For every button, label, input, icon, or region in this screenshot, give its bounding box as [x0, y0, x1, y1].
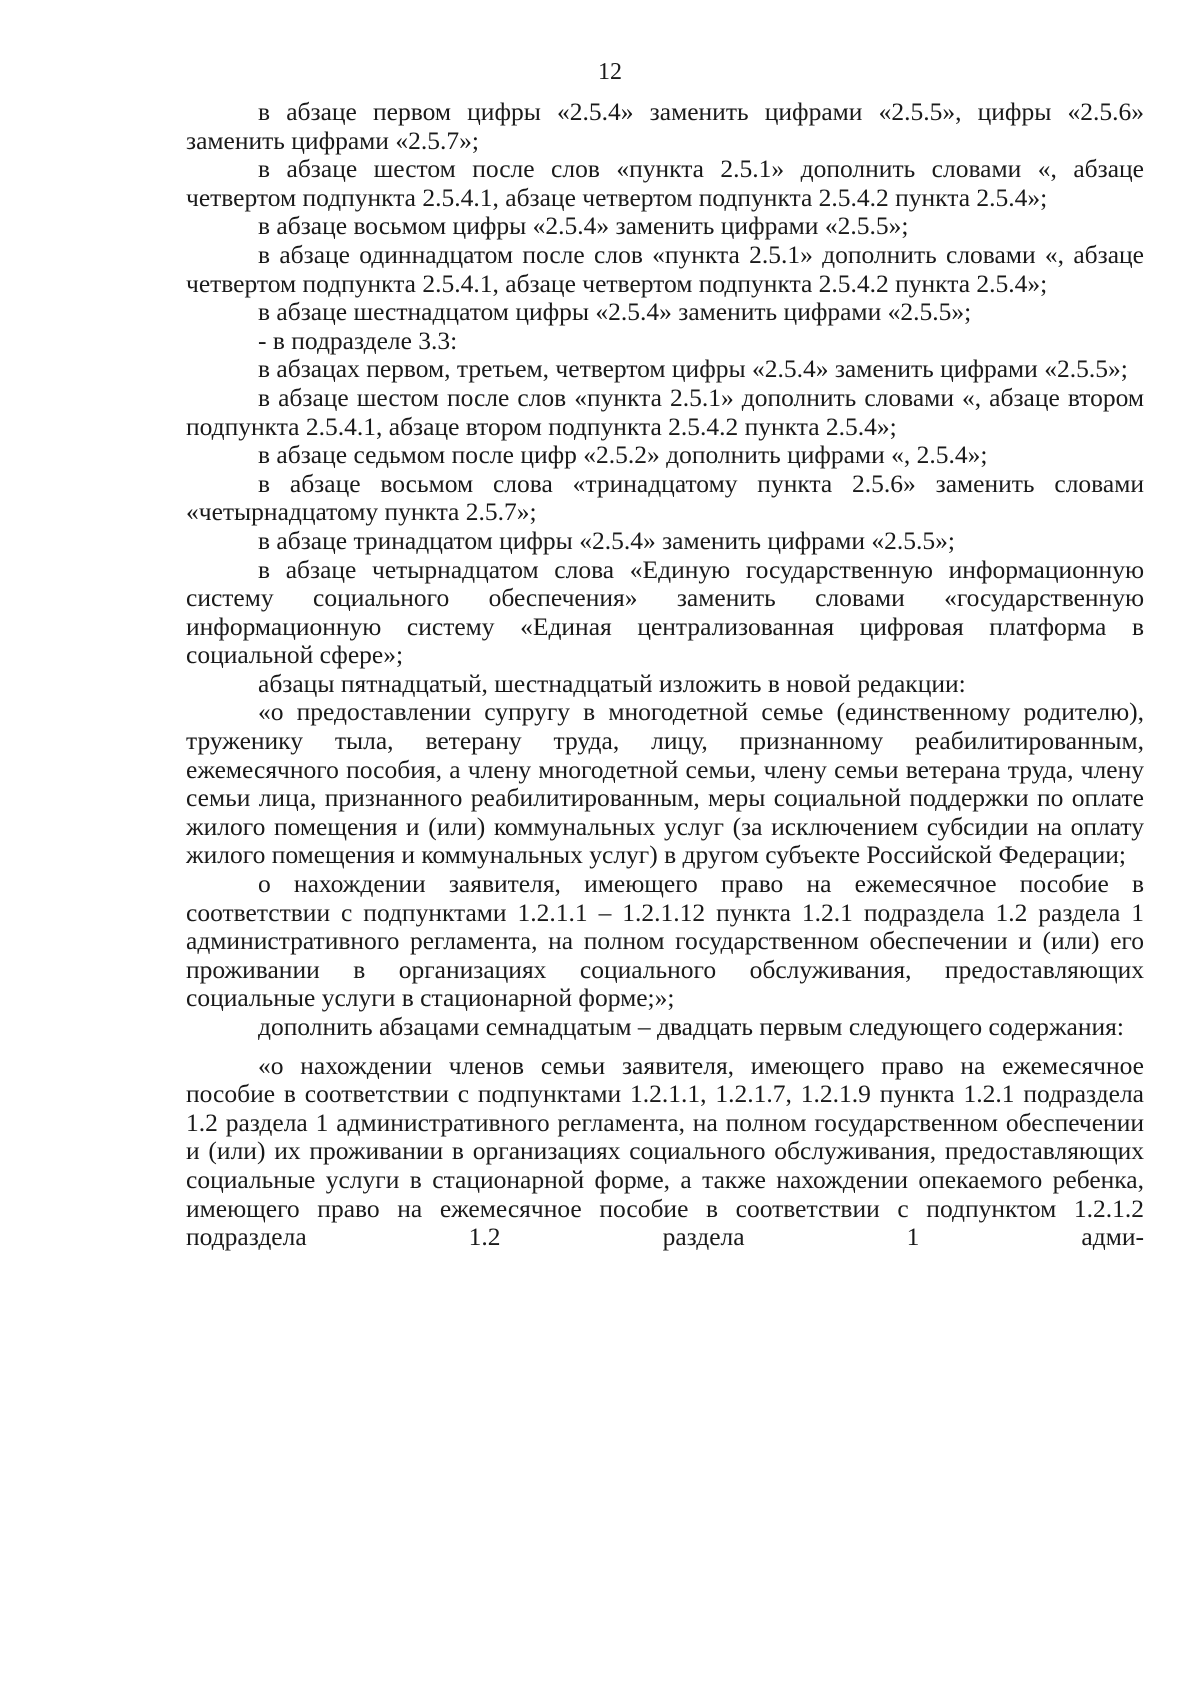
paragraph: в абзаце седьмом после цифр «2.5.2» дополнить цифрами «, 2.5.4»;: [258, 440, 988, 470]
page-number: 12: [598, 59, 622, 85]
paragraph: дополнить абзацами семнадцатым – двадцать первым следующего содержания:: [258, 1012, 1124, 1041]
paragraph: в абзаце шестнадцатом цифры «2.5.4» заменить цифрами «2.5.5»;: [258, 297, 972, 327]
paragraph: в абзаце восьмом слова «тринадцатому пункта 2.5.6» заменить словами «четырнадцатому пункта 2.5.7»;: [186, 468, 1144, 527]
paragraph: в абзаце тринадцатом цифры «2.5.4» заменить цифрами «2.5.5»;: [258, 525, 955, 555]
paragraph: абзацы пятнадцатый, шестнадцатый изложить в новой редакции:: [258, 668, 966, 698]
paragraph: в абзаце одиннадцатом после слов «пункта 2.5.1» дополнить словами «, абзаце четвертом подпункта 2.5.4.1, абзаце четвертом подпункта 2.5.4.2 пункта 2.5.4»;: [186, 239, 1144, 298]
paragraph: «о предоставлении супругу в многодетной семье (единственному родителю), труженику тыла, ветерану труда, лицу, признанному реабилитированным, ежемесячного пособия, а члену многодетной семьи, члену семьи ветерана труда, члену семьи лица, признанного реабилитированным, меры социальной поддержки по оплате жилого помещения и (или) коммунальных услуг (за исключением субсидии на оплату жилого помещения и коммунальных услуг) в другом субъекте Российской Федерации;: [186, 697, 1144, 870]
paragraph: «о нахождении членов семьи заявителя, имеющего право на ежемесячное пособие в соответствии с подпунктами 1.2.1.1, 1.2.1.7, 1.2.1.9 пункта 1.2.1 подраздела 1.2 раздела 1 административного регламента, на полном государственном обеспечении и (или) их проживании в организациях социального обслуживания, предоставляющих социальные услуги в стационарной форме, а также нахождении опекаемого ребенка, имеющего право на ежемесячное пособие в соответствии с подпунктом 1.2.1.2 подраздела 1.2 раздела 1 адми-: [186, 1050, 1144, 1252]
paragraph: о нахождении заявителя, имеющего право на ежемесячное пособие в соответствии с подпунктами 1.2.1.1 – 1.2.1.12 пункта 1.2.1 подраздела 1.2 раздела 1 административного регламента, на полном государственном обеспечении и (или) его проживании в организациях социального обслуживания, предоставляющих социальные услуги в стационарной форме;»;: [186, 869, 1144, 1013]
subsection-heading: - в подразделе 3.3:: [258, 325, 458, 355]
paragraph: в абзаце первом цифры «2.5.4» заменить цифрами «2.5.5», цифры «2.5.6» заменить цифрами «2.5.7»;: [186, 97, 1144, 155]
paragraph: в абзаце восьмом цифры «2.5.4» заменить цифрами «2.5.5»;: [258, 211, 909, 241]
paragraph: в абзаце шестом после слов «пункта 2.5.1» дополнить словами «, абзаце втором подпункта 2.5.4.1, абзаце втором подпункта 2.5.4.2 пункта 2.5.4»;: [186, 382, 1144, 441]
paragraph: в абзацах первом, третьем, четвертом цифры «2.5.4» заменить цифрами «2.5.5»;: [258, 354, 1128, 384]
paragraph: в абзаце шестом после слов «пункта 2.5.1» дополнить словами «, абзаце четвертом подпункта 2.5.4.1, абзаце четвертом подпункта 2.5.4.2 пункта 2.5.4»;: [186, 154, 1144, 212]
paragraph: в абзаце четырнадцатом слова «Единую государственную информационную систему социального обеспечения» заменить словами «государственную информационную систему «Единая централизованная цифровая платформа в социальной сфере»;: [186, 554, 1144, 670]
document-body: [186, 98, 1144, 1252]
